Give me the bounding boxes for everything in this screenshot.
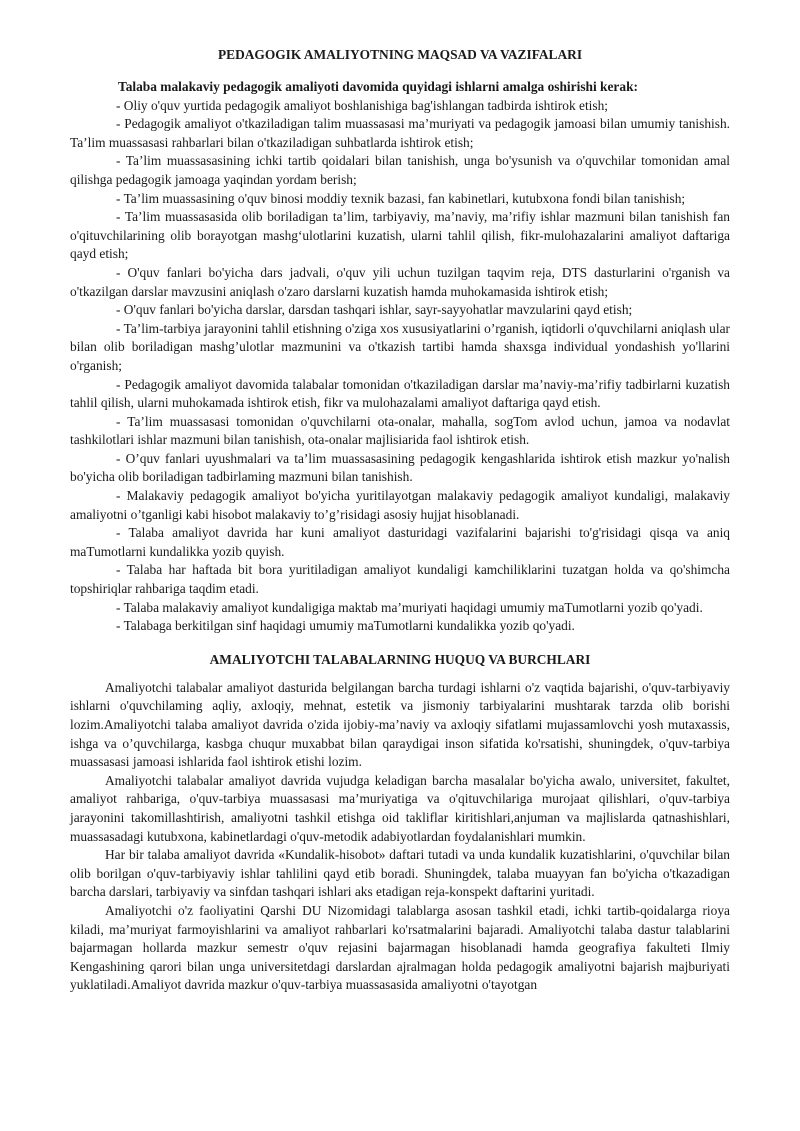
task-list: [70, 97, 730, 636]
list-item: - O’quv fanlari uyushmalari va ta’lim muassasasining pedagogik kengashlarida ishtirok etish mazkur yo'nalish bo'yicha olib boriladigan tadbirlaming mazmuni bilan tanishish.: [70, 450, 730, 485]
list-item: - Ta’lim muassasining o'quv binosi moddiy texnik bazasi, fan kabinetlari, kutubxona fondi bilan tanishish;: [116, 190, 686, 206]
list-item: - Ta’lim-tarbiya jarayonini tahlil etishning o'ziga xos xususiyatlarini o’rganish, iqtidorli o'quvchilarni aniqlash ular bilan olib boriladigan mashg’ulotlar mazmunini va o'tkazish tartibi hamda shaxsga individual yondashish yo'llarini o'rganish;: [70, 320, 730, 373]
section-title-rights: AMALIYOTCHI TALABALARNING HUQUQ VA BURCHLARI: [209, 651, 591, 667]
section-title-goals: PEDAGOGIK AMALIYOTNING MAQSAD VA VAZIFALARI: [217, 47, 583, 62]
list-item: - Ta’lim muassasasida olib boriladigan ta’lim, tarbiyaviy, ma’naviy, ma’rifiy ishlar mazmuni bilan tanishish fan o'qituvchilarining olib borayotgan mashg‘ulotlarini kuzatish, ularni tahlil qilish, fikr-mulohazalarini amaliyot daftariga qayd etish;: [70, 209, 730, 262]
list-item: - Oliy o'quv yurtida pedagogik amaliyot boshlanishiga bag'ishlangan tadbirda ishtirok etish;: [116, 97, 609, 113]
list-item: - Pedagogik amaliyot davomida talabalar tomonidan o'tkaziladigan darslar ma’naviy-ma’rifiy tadbirlarni kuzatish tahlil qilish, ularni muhokamada ishtirok etish, fikr va mulohazalami amaliyot daftariga qayd etish.: [70, 376, 730, 411]
list-item: - Talaba malakaviy amaliyot kundaligiga maktab ma’muriyati haqidagi umumiy maTumotlarni yozib qo'yadi.: [116, 599, 703, 615]
list-item: - Pedagogik amaliyot o'tkaziladigan talim muassasasi ma’muriyati va pedagogik jamoasi bilan umumiy tanishish. Ta’lim muassasasi rahbarlari bilan o'tkaziladigan suhbatlarda ishtirok etish;: [70, 116, 730, 150]
list-item: - O'quv fanlari bo'yicha darslar, darsdan tashqari ishlar, sayr-sayyohatlar mavzularini qayd etish;: [116, 302, 633, 318]
body-paragraph: Har bir talaba amaliyot davrida «Kundalik-hisobot» daftari tutadi va unda kundalik kuzatishlarini, o'quvchilar bilan olib borilgan o'quv-tarbiyaviy ishlar tahlilini qayd etib boradi. Shuningdek, talaba muayyan fan bo'yicha o'tkazadigan barcha darslari, tarbiyaviy va sinfdan tashqari ishlari aks etadigan reja-konspekt daftarini yuritadi.: [70, 847, 730, 900]
list-item: - Ta’lim muassasasi tomonidan o'quvchilarni ota-onalar, mahalla, sogTom avlod uchun, jamoa va nodavlat tashkilotlari ishlar mazmuni bilan tanishish, ota-onalar majlisiarida faol ishtirok etish.: [70, 413, 730, 448]
body-paragraph: Amaliyotchi talabalar amaliyot dasturida belgilangan barcha turdagi ishlarni o'z vaqtida bajarishi, o'quv-tarbiyaviy ishlarni o'quvchilaming aqliy, axloqiy, mehnat, estetik va jismoniy tarbiyalarini mushtarak tarzda olib borishi lozim.Amaliyotchi talaba amaliyot davrida o'zida ijobiy-ma’naviy va axloqiy sifatlami mujassamlovchi yosh mutaxassis, ishga va o’quvchilarga, kasbga chuqur muxabbat bilan qaraydigai inson sifatida ko'rsatishi, shuningdek, o'quv-tarbiya muassasasi jamoasi ishlarida faol ishtirok etishi lozim.: [70, 679, 730, 770]
list-item: - Talaba har haftada bit bora yuritiladigan amaliyot kundaligi kamchiliklarini tuzatgan holda va qo'shimcha topshiriqlar rahbariga taqdim etadi.: [70, 562, 730, 597]
list-item: - Ta’lim muassasasining ichki tartib qoidalari bilan tanishish, unga bo'ysunish va o'quvchilar tomonidan amal qilishga pedagogik jamoaga yaqindan yordam berish;: [70, 153, 730, 187]
lead-paragraph: Talaba malakaviy pedagogik amaliyoti davomida quyidagi ishlarni amalga oshirishi kerak:: [118, 79, 638, 94]
list-item: - Talabaga berkitilgan sinf haqidagi umumiy maTumotlarni kundalikka yozib qo'yadi.: [116, 618, 575, 634]
body-paragraph: Amaliyotchi o'z faoliyatini Qarshi DU Nizomidagi talablarga asosan tashkil etadi, ichki tartib-qoidalarga rioya kiladi, ma’muriyat farmoyishlarini va amaliyot rahbarlari ko'rsatmalarini bajaradi. Amaliyotchi talaba dastur talablarini bajarmagan hollarda mazkur semestr o'quv rejasini bajarmagan hisoblanadi hamda geografiya fakulteti Ilmiy Kengashining qarori bilan unga universitetdagi darslardan ajralmagan holda pedagogik amaliyotni bajarish majburiyati yuklatiladi.Amaliyot davrida mazkur o'quv-tarbiya muassasasida amaliyotni o'tayotgan: [70, 902, 730, 993]
body-paragraph: Amaliyotchi talabalar amaliyot davrida vujudga keladigan barcha masalalar bo'yicha awalo, universitet, fakultet, amaliyot rahbariga, o'quv-tarbiya muassasasi ma’muriyatiga va o'qituvchilariga murojaat qilishlari, o'quv-tarbiya jarayonini takomillashtirish, amaliyotni tashkil etishga oid takliflar kiritishlari,anjuman va majlislarda qatnashishlari, muassasadagi kutubxona, kabinetlardagi o'quv-metodik adabiyotlardan foydalanishlari mumkin.: [70, 772, 730, 844]
list-item: - Malakaviy pedagogik amaliyot bo'yicha yuritilayotgan malakaviy pedagogik amaliyot kundaligi, malakaviy amaliyotni o’tganligi kabi hisobot malakaviy to’g’risidagi asosiy hujjat hisoblanadi.: [70, 488, 730, 522]
list-item: - O'quv fanlari bo'yicha dars jadvali, o'quv yili uchun tuzilgan taqvim reja, DTS dasturlarini o'rganish va o'tkazilgan darslar mavzusini aniqlash o'zaro darslarni kuzatish hamda muhokamasida ishtirok etish;: [70, 264, 730, 299]
list-item: - Talaba amaliyot davrida har kuni amaliyot dasturidagi vazifalarini bajarishi to'g'risidagi qisqa va aniq maTumotlarni kundalikka yozib quyish.: [70, 525, 730, 559]
